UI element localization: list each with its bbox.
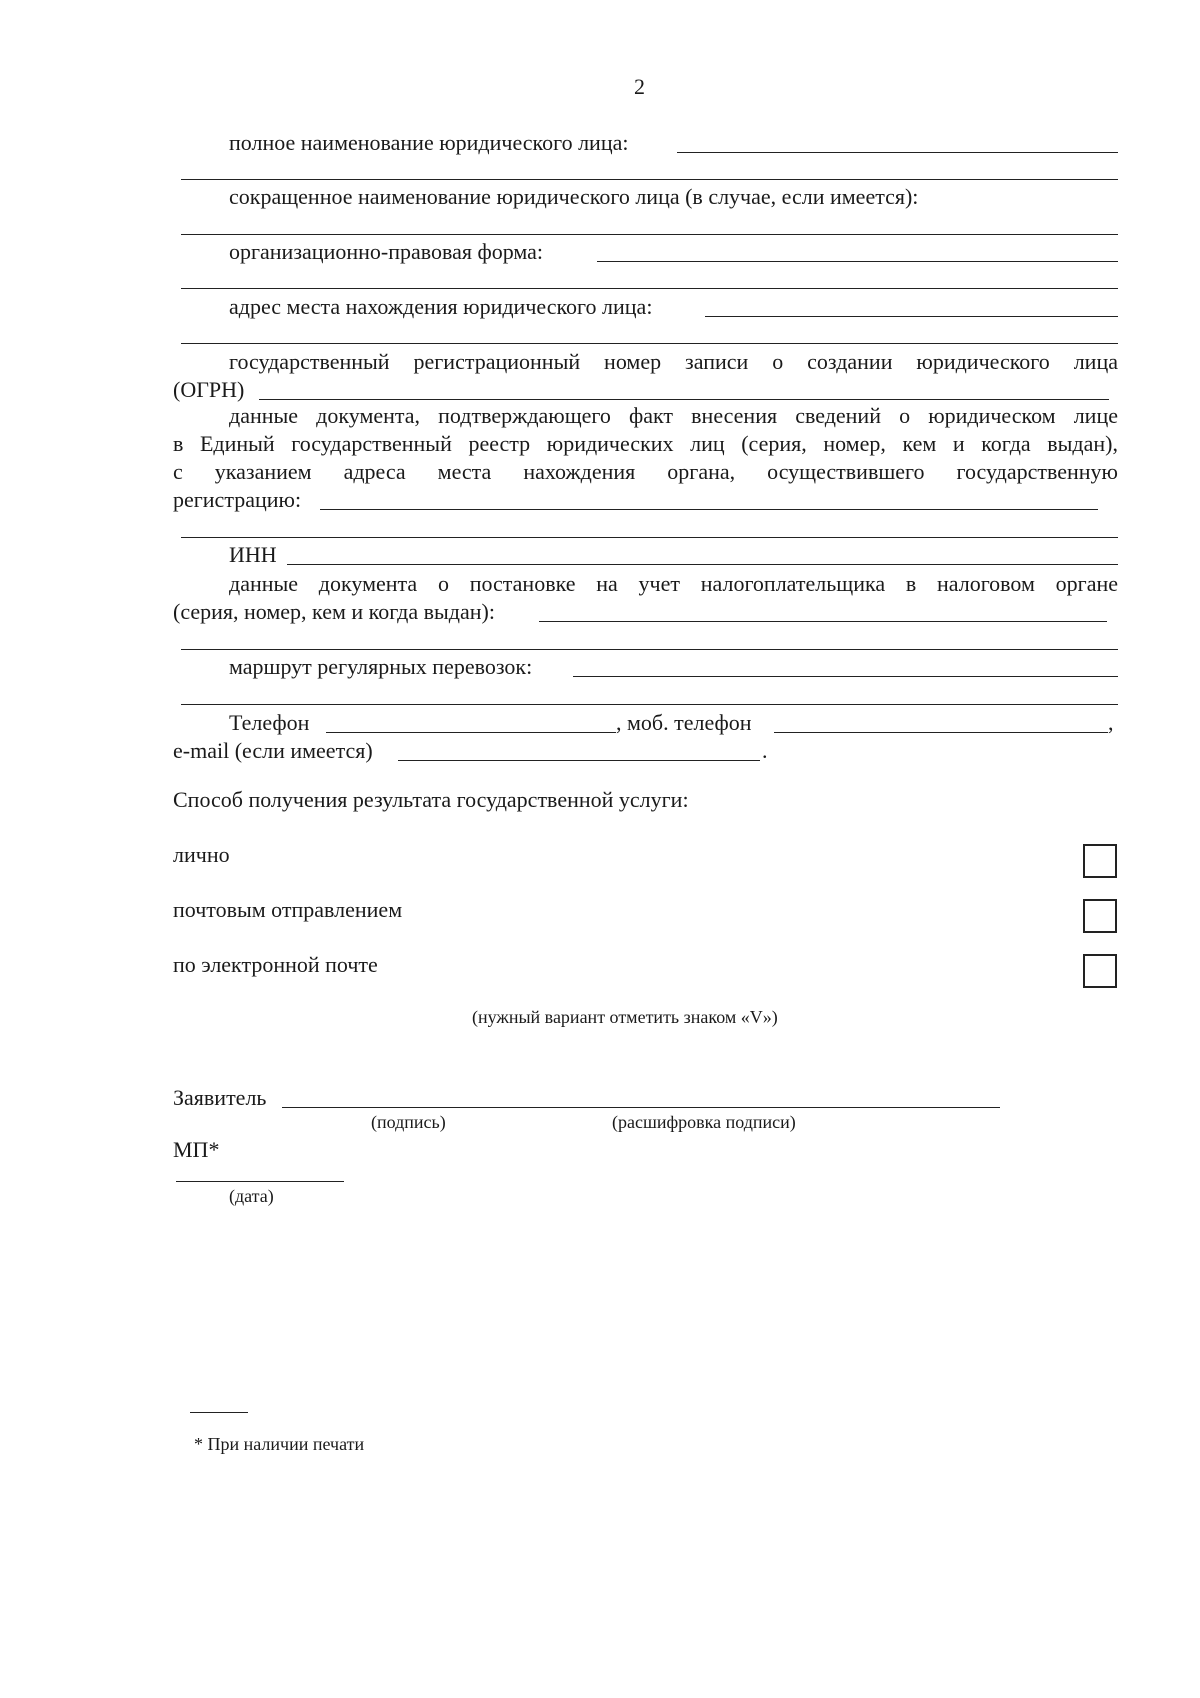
applicant-signature-field[interactable] xyxy=(282,1107,1000,1108)
phone-field[interactable] xyxy=(326,732,616,733)
full-name-label: полное наименование юридического лица: xyxy=(229,130,629,155)
applicant-label: Заявитель xyxy=(173,1085,267,1110)
tax-field[interactable] xyxy=(539,621,1107,622)
email-field[interactable] xyxy=(398,760,760,761)
inn-field[interactable] xyxy=(287,564,1118,565)
inn-label: ИНН xyxy=(229,542,277,567)
delivery-title: Способ получения результата государственной услуги: xyxy=(173,787,689,812)
email-period: . xyxy=(762,738,768,763)
address-field-line2[interactable] xyxy=(181,343,1118,344)
signature-decode-caption: (расшифровка подписи) xyxy=(612,1112,796,1132)
route-field[interactable] xyxy=(573,676,1118,677)
address-label: адрес места нахождения юридического лица: xyxy=(229,294,653,319)
delivery-checkbox-personal[interactable] xyxy=(1083,844,1117,878)
route-field-line2[interactable] xyxy=(181,704,1118,705)
full-name-field-line2[interactable] xyxy=(181,179,1118,180)
egrul-label-line1: данные документа, подтверждающего факт внесения сведений о юридическом лице xyxy=(229,403,1118,428)
tax-field-line2[interactable] xyxy=(181,649,1118,650)
mobile-label: , моб. телефон xyxy=(616,710,752,735)
mobile-comma: , xyxy=(1108,710,1114,735)
short-name-field[interactable] xyxy=(181,234,1118,235)
route-label: маршрут регулярных перевозок: xyxy=(229,654,533,679)
footnote-text: * При наличии печати xyxy=(194,1434,365,1454)
ogrn-label-line1: государственный регистрационный номер записи о создании юридического лица xyxy=(229,349,1118,374)
delivery-option-email: по электронной почте xyxy=(173,952,378,977)
org-form-field[interactable] xyxy=(597,261,1118,262)
ogrn-field[interactable] xyxy=(259,399,1109,400)
stamp-label: МП* xyxy=(173,1137,220,1162)
egrul-label-line4: регистрацию: xyxy=(173,487,302,512)
mobile-field[interactable] xyxy=(774,732,1108,733)
delivery-option-post: почтовым отправлением xyxy=(173,897,403,922)
short-name-label: сокращенное наименование юридического лица (в случае, если имеется): xyxy=(229,184,919,209)
ogrn-label-line2: (ОГРН) xyxy=(173,377,245,402)
footnote-separator xyxy=(190,1412,248,1413)
delivery-checkbox-post[interactable] xyxy=(1083,899,1117,933)
egrul-field[interactable] xyxy=(320,509,1098,510)
address-field[interactable] xyxy=(705,316,1118,317)
delivery-checkbox-email[interactable] xyxy=(1083,954,1117,988)
page-number: 2 xyxy=(634,74,645,99)
delivery-option-personal: лично xyxy=(173,842,230,867)
date-field[interactable] xyxy=(176,1181,344,1182)
org-form-field-line2[interactable] xyxy=(181,288,1118,289)
org-form-label: организационно-правовая форма: xyxy=(229,239,544,264)
tax-label-line1: данные документа о постановке на учет налогоплательщика в налоговом органе xyxy=(229,571,1118,596)
delivery-hint: (нужный вариант отметить знаком «V») xyxy=(472,1007,778,1027)
tax-label-line2: (серия, номер, кем и когда выдан): xyxy=(173,599,495,624)
egrul-label-line2: в Единый государственный реестр юридических лиц (серия, номер, кем и когда выдан), xyxy=(173,431,1118,456)
full-name-field[interactable] xyxy=(677,152,1118,153)
egrul-field-line2[interactable] xyxy=(181,537,1118,538)
signature-caption: (подпись) xyxy=(371,1112,446,1132)
date-caption: (дата) xyxy=(229,1186,274,1206)
phone-label: Телефон xyxy=(229,710,310,735)
email-label: e-mail (если имеется) xyxy=(173,738,373,763)
egrul-label-line3: с указанием адреса места нахождения органа, осуществившего государственную xyxy=(173,459,1118,484)
